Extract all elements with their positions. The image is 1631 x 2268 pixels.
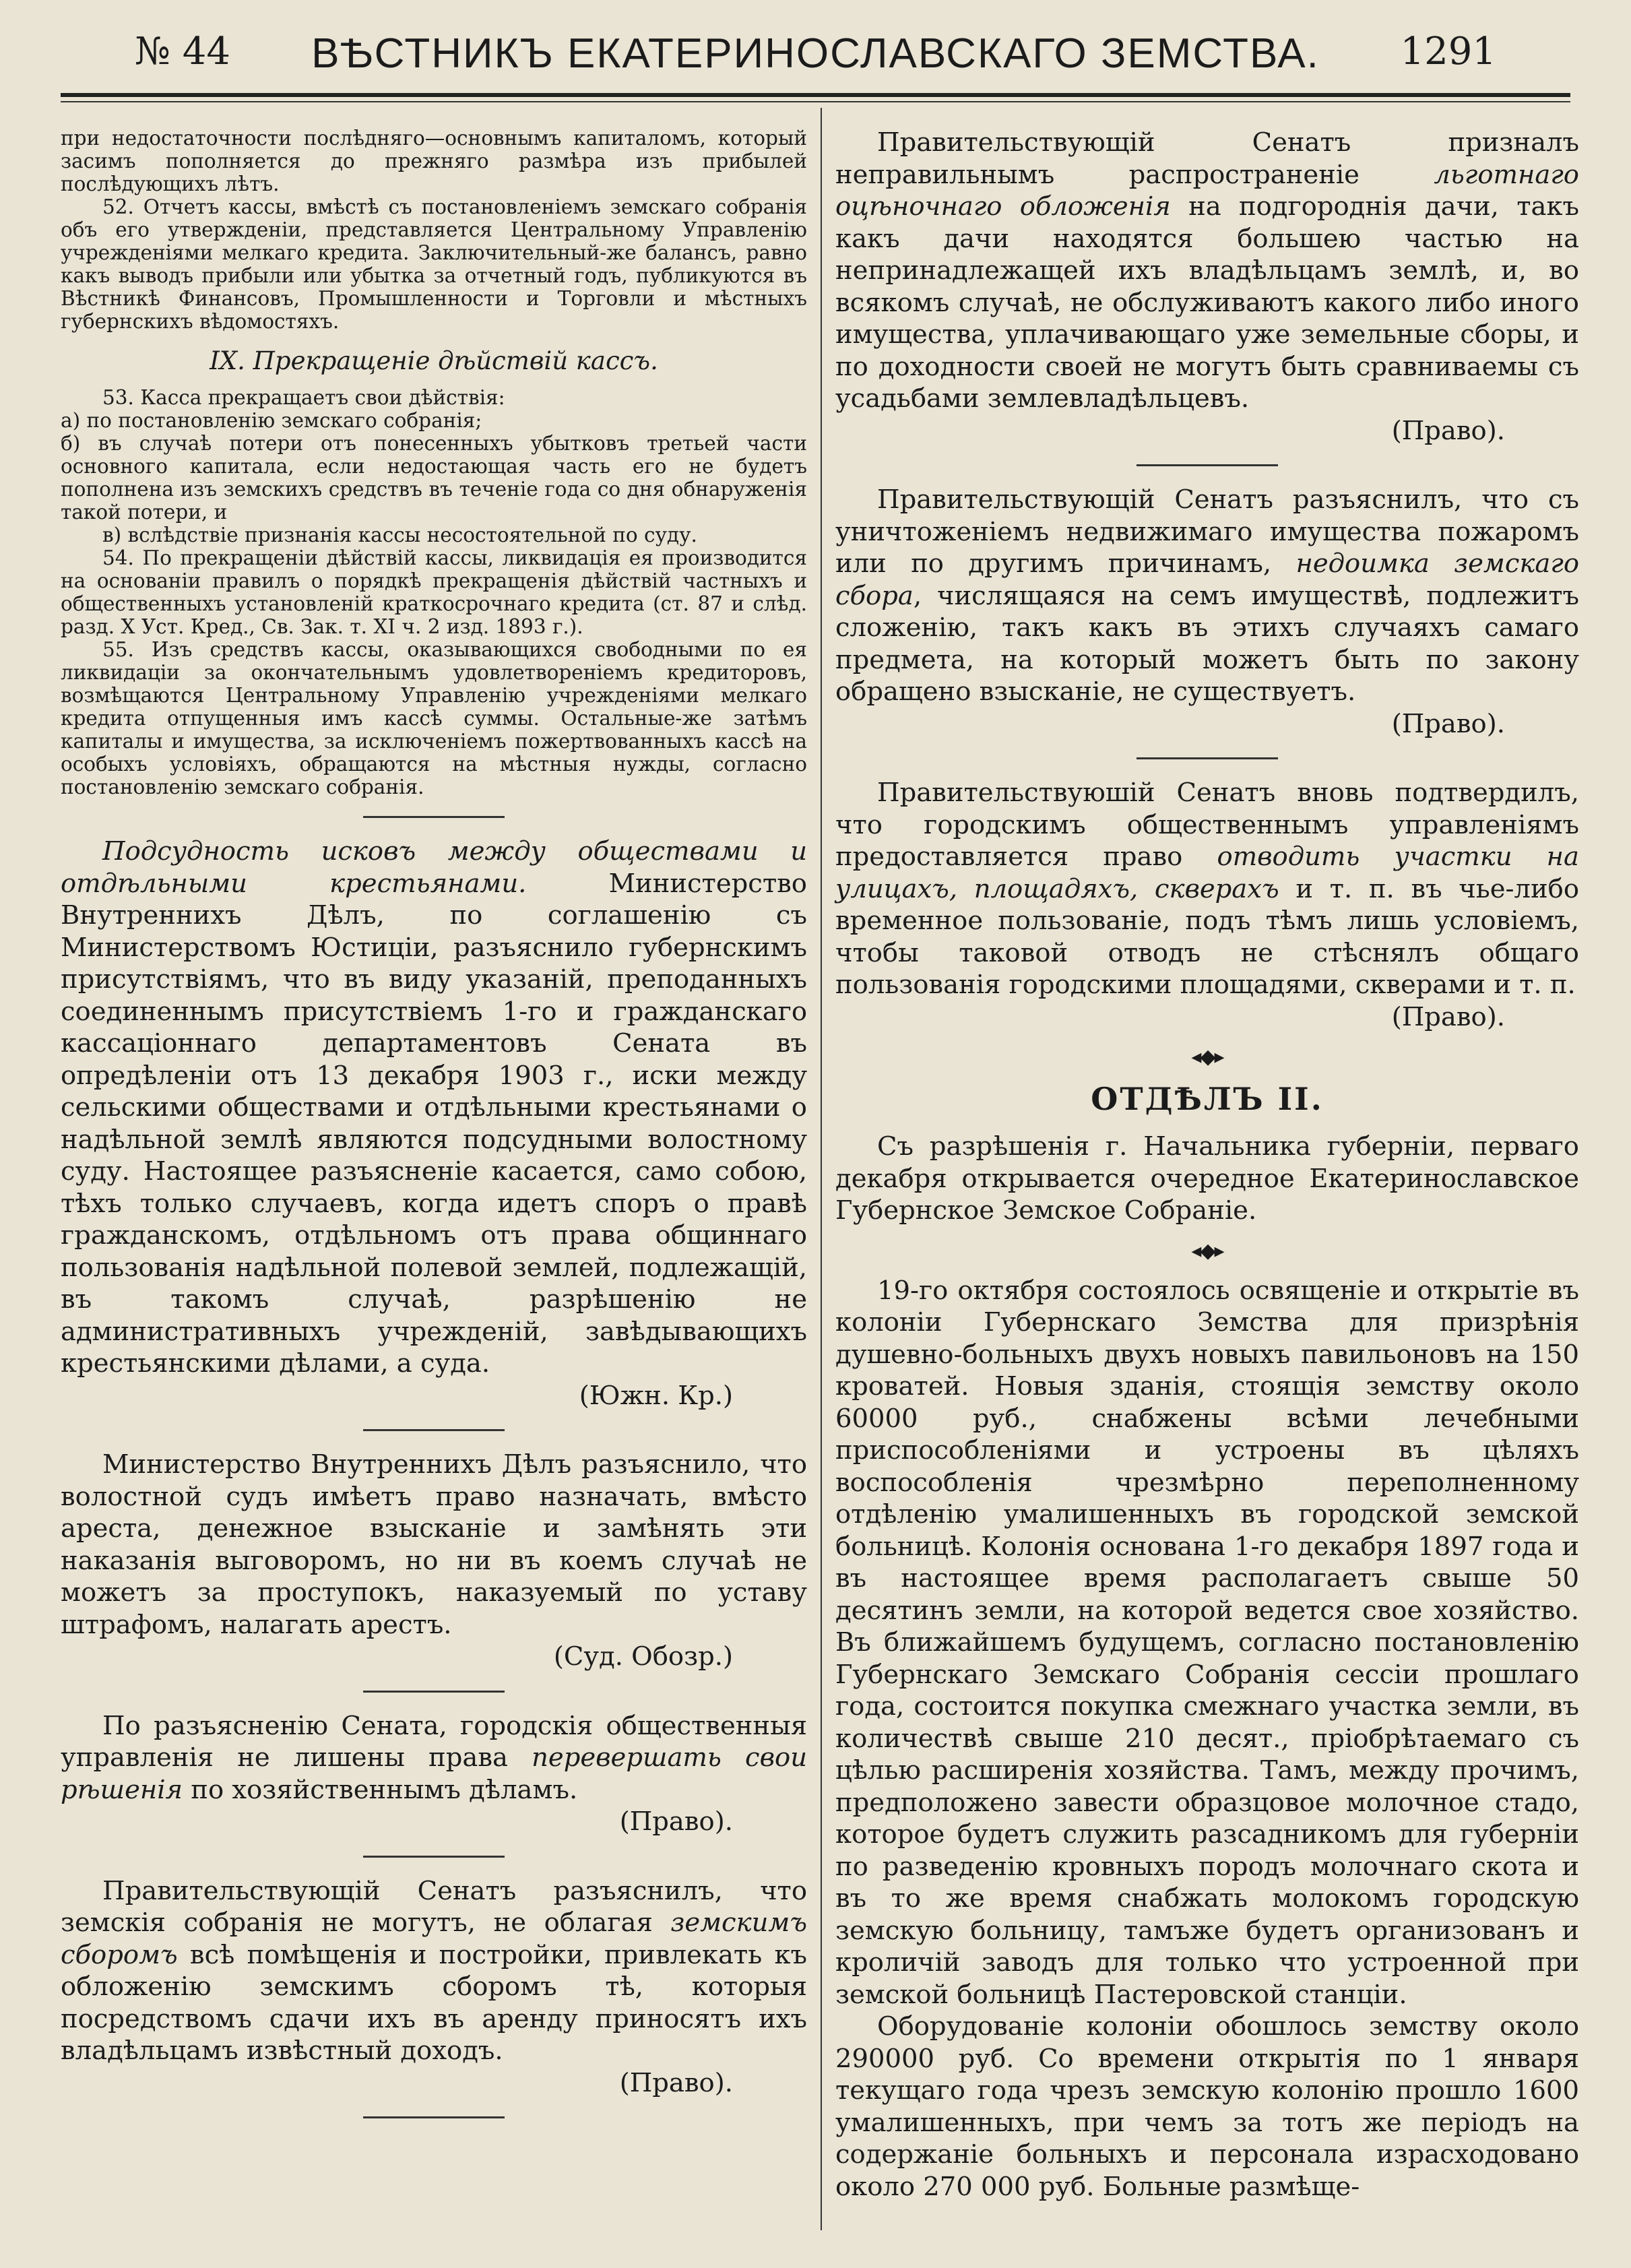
- page-number: 1291: [1400, 30, 1496, 73]
- article-text: на подгороднія дачи, такъ какъ дачи находятся большею частью на непринадлежащей ихъ владѣльцамъ землѣ, и, во всякомъ случаѣ, не обслуживаютъ какого либо иного имущества, уплачивающаго уже земельные сборы, и по доходности своей не могутъ быть сравниваемы съ усадьбами землевладѣльцевъ.: [835, 191, 1579, 414]
- article-emphasis: отводить участки на улицахъ, площадяхъ, скверахъ: [835, 842, 1579, 904]
- paragraph-55: 55. Изъ средствъ кассы, оказывающихся свободными по ея ликвидаціи за окончательнымъ удовлетвореніемъ кредиторовъ, возмѣщаются Центральному Управленію учрежденіями мелкаго кредита отпущенныя имъ кассѣ суммы. Остальные-же затѣмъ капиталы и имущества, за исключеніемъ пожертвованныхъ кассѣ на особыхъ условіяхъ, обращаются на мѣстныя нужды, согласно постановленію земскаго собранія.: [61, 638, 807, 798]
- divider-line: [363, 1429, 505, 1431]
- article-body: [61, 836, 807, 1380]
- article-text: по хозяйственнымъ дѣламъ.: [183, 1774, 578, 1805]
- article-emphasis: земскимъ сборомъ: [61, 1908, 807, 1970]
- divider-line: [1137, 757, 1278, 759]
- paragraph-53a: а) по постановленію земскаго собранія;: [61, 409, 482, 432]
- article-emphasis: недоимка земскаго сбора: [835, 548, 1579, 611]
- article-city-decisions: [61, 1710, 807, 1838]
- article-text: По разъясненію Сената, городскія общественныя управленія не лишены права: [61, 1710, 807, 1773]
- publication-title: ВѢСТНИКЪ ЕКАТЕРИНОСЛАВСКАГО ЗЕМСТВА.: [311, 30, 1320, 77]
- article-body: [61, 1710, 807, 1806]
- article-volost-court: [61, 1449, 807, 1673]
- article-source: (Право).: [619, 1806, 733, 1837]
- regulations-block: [61, 127, 807, 798]
- article-source: (Право).: [1391, 1001, 1505, 1032]
- article-text: Правительствующій Сенатъ призналъ неправильнымъ распространеніе: [835, 127, 1579, 190]
- header-rule-thick: [61, 93, 1570, 97]
- article-colony-cost: Оборудованіе колоніи обошлось земству около 290000 руб. Со времени открытія по 1 января текущаго года чрезъ земскую колонію прошло 1600 умалишенныхъ, при чемъ за тотъ же періодъ на содержаніе больныхъ и персонала израсходовано около 270 000 руб. Больные размѣще-: [835, 2011, 1579, 2202]
- page-header: [61, 20, 1570, 81]
- announcement-assembly: Съ разрѣшенія г. Начальника губерніи, перваго декабря открывается очередное Екатеринославское Губернское Земское Собраніе.: [835, 1131, 1579, 1226]
- article-text: Министерство Внутреннихъ Дѣлъ, по соглашенію съ Министерствомъ Юстиціи, разъяснило губернскимъ присутствіямъ, что въ виду указаній, преподанныхъ соединеннымъ присутствіемъ 1-го и гражданскаго кассаціоннаго департаментовъ Сената въ опредѣленіи отъ 13 декабря 1903 г., иски между сельскими обществами и отдѣльными крестьянами о надѣльной землѣ являются подсудными волостному суду. Настоящее разъясненіе касается, само собою, тѣхъ только случаевъ, когда идетъ споръ о правѣ гражданскомъ, отдѣльномъ отъ права общиннаго пользованія надѣльной полевой землей, подлежащій, въ такомъ случаѣ, разрѣшенію не административныхъ учрежденій, завѣдывающихъ крестьянскими дѣлами, а суда.: [61, 868, 807, 1379]
- article-emphasis: перевершать свои рѣшенія: [61, 1742, 808, 1805]
- article-arrears: [835, 484, 1579, 740]
- section-heading-ix: IX. Прекращеніе дѣйствій кассъ.: [210, 346, 658, 375]
- divider-line: [363, 1856, 505, 1858]
- divider-line: [1137, 464, 1278, 466]
- article-text: Правительствующій Сенатъ разъяснилъ, что съ уничтоженіемъ недвижимаго имущества пожаромъ или по другимъ причинамъ,: [835, 484, 1579, 579]
- paragraph-54: 54. По прекращеніи дѣйствій кассы, ликвидація ея производится на основаніи правилъ о порядкѣ прекращенія дѣйствій частныхъ и общественныхъ установленій краткосрочнаго кредита (ст. 87 и слѣд. разд. X Уст. Кред., Св. Зак. т. XI ч. 2 изд. 1893 г.).: [61, 546, 807, 638]
- article-zemstvo-tax: [61, 1875, 807, 2100]
- article-emphasis: льготнаго оцѣночнаго обложенія: [835, 159, 1579, 222]
- article-source: (Право).: [1391, 415, 1505, 446]
- paragraph-53c: в) вслѣдствіе признанія кассы несостоятельной по суду.: [102, 524, 697, 546]
- ornament-divider: ◂◆▸: [1191, 1045, 1223, 1069]
- header-rule-thin: [61, 101, 1570, 102]
- divider-line: [363, 816, 505, 818]
- right-column: [835, 127, 1579, 2203]
- article-source: (Право).: [619, 2067, 733, 2098]
- article-text: Правительствующій Сенатъ разъяснилъ, что земскія собранія не могутъ, не облагая: [61, 1875, 807, 1938]
- article-colony: 19-го октября состоялось освященіе и открытіе въ колоніи Губернскаго Земства для призрѣнія душевно-больныхъ двухъ новыхъ павильоновъ на 150 кроватей. Новыя зданія, стоящія земству около 60000 руб., снабжены всѣми лечебными приспособленіями и устроены въ цѣляхъ воспособленія чрезмѣрно переполненному отдѣленію умалишенныхъ въ городской земской больницѣ. Колонія основана 1-го декабря 1897 года и въ настоящее время располагаетъ свыше 50 десятинъ земли, на которой ведется свое хозяйство. Въ ближайшемъ будущемъ, согласно постановленію Губернскаго Земскаго Собранія сессіи прошлаго года, состоится покупка смежнаго участка земли, въ количествѣ свыше 210 десят., пріобрѣтаемаго съ цѣлью расширенія хозяйства. Тамъ, между прочимъ, предположено завести образцовое молочное стадо, которое будетъ служить разсадникомъ для губерніи по разведенію кровныхъ породъ молочнаго скота и въ то же время снабжать молокомъ городскую земскую больницу, тамъже будетъ организованъ и кроличій заводъ для только что устроенной при земской больницѣ Пастеровской станціи.: [835, 1275, 1579, 2010]
- article-title: Подсудность исковъ между обществами и отдѣльными крестьянами.: [61, 836, 807, 899]
- divider-line: [363, 1691, 505, 1693]
- paragraph-53: 53. Касса прекращаетъ свои дѣйствія:: [102, 386, 505, 409]
- divider-line: [363, 2116, 505, 2118]
- article-body: [835, 484, 1579, 708]
- article-text: и т. п. въ чье-либо временное пользованіе, подъ тѣмъ лишь условіемъ, чтобы таковой отводъ не стѣснялъ общаго пользованія городскими площадями, скверами и т. п.: [835, 873, 1580, 1000]
- article-street-plots: [835, 777, 1579, 1033]
- paragraph-continued: при недостаточности послѣдняго—основнымъ капиталомъ, который засимъ пополняется до прежняго размѣра изъ прибылей послѣдующихъ лѣтъ.: [61, 127, 807, 195]
- article-body: [835, 777, 1579, 1001]
- column-separator: [821, 108, 822, 2230]
- ornament-divider: ◂◆▸: [1191, 1238, 1223, 1263]
- article-dachas: [835, 127, 1579, 447]
- article-body: [835, 127, 1579, 415]
- article-text: Министерство Внутреннихъ Дѣлъ разъяснило, что волостной судъ имѣетъ право назначать, вмѣсто ареста, денежное взысканіе и замѣнять эти наказанія выговоромъ, но ни въ коемъ случаѣ не можетъ за проступокъ, наказуемый по уставу штрафомъ, налагать арестъ.: [61, 1449, 807, 1640]
- left-column: [61, 127, 807, 2136]
- article-source: (Суд. Обозр.): [553, 1641, 733, 1672]
- article-text: Правительствуюшій Сенатъ вновь подтвердилъ, что городскимъ общественнымъ управленіямъ предоставляется право: [835, 778, 1579, 872]
- article-body: [61, 1875, 807, 2067]
- article-text: , числящаяся на семъ имуществѣ, подлежитъ сложенію, такъ какъ въ этихъ случаяхъ самаго предмета, на который можетъ быть по закону обращено взысканіе, не существуетъ.: [835, 580, 1579, 707]
- issue-number: № 44: [135, 30, 231, 73]
- article-text: всѣ помѣщенія и постройки, привлекать къ обложенію земскимъ сборомъ тѣ, которыя посредствомъ сдачи ихъ въ аренду приносятъ ихъ владѣльцамъ извѣстный доходъ.: [61, 1939, 807, 2066]
- paragraph-53b: б) въ случаѣ потери отъ понесенныхъ убытковъ третьей части основного капитала, если недостающая часть его не будетъ пополнена изъ земскихъ средствъ въ теченіе года со дня обнаруженія такой потери, и: [61, 432, 807, 524]
- paragraph-52: 52. Отчетъ кассы, вмѣстѣ съ постановленіемъ земскаго собранія объ его утвержденіи, представляется Центральному Управленію учрежденіями мелкаго кредита. Заключительный-же балансъ, равно какъ выводъ прибыли или убытка за отчетный годъ, публикуются въ Вѣстникѣ Финансовъ, Промышленности и Торговли и мѣстныхъ губернскихъ вѣдомостяхъ.: [61, 195, 807, 333]
- article-jurisdiction: [61, 836, 807, 1412]
- section-heading-otdel-ii: ОТДѢЛЪ II.: [1091, 1081, 1324, 1117]
- article-source: (Южн. Кр.): [579, 1380, 733, 1411]
- article-source: (Право).: [1391, 708, 1505, 739]
